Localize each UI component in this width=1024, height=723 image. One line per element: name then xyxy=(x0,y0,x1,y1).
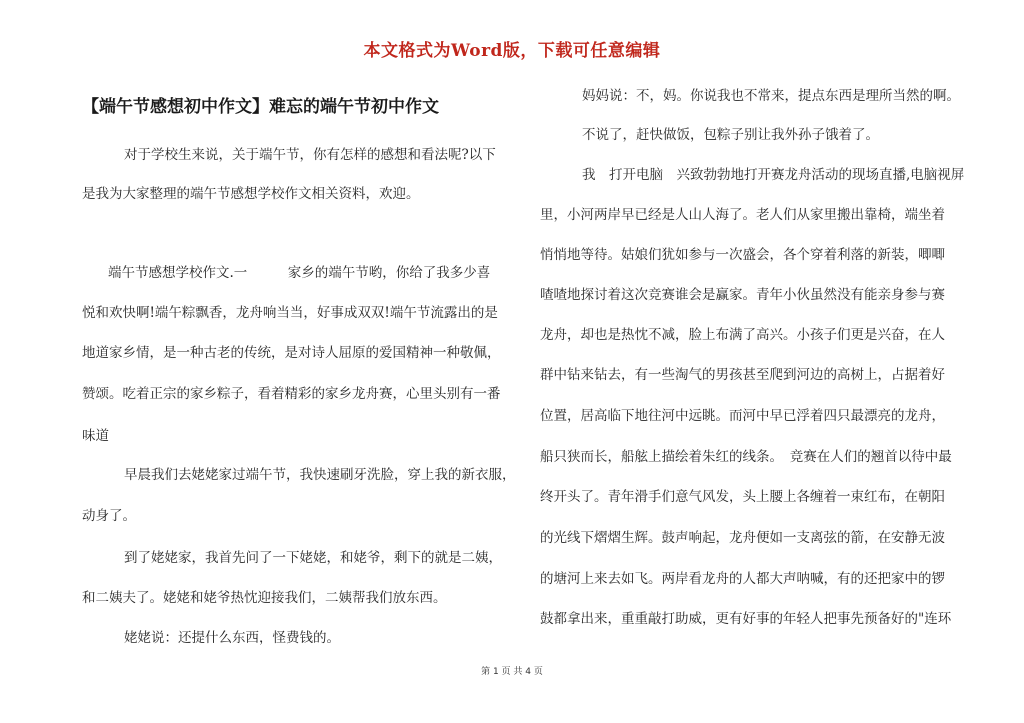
paragraph-line: 和二姨夫了。姥姥和姥爷热忱迎接我们，二姨帮我们放东西。 xyxy=(82,590,447,606)
paragraph-line: 不说了，赶快做饭，包粽子别让我外孙子饿着了。 xyxy=(582,127,879,143)
paragraph-line: 对于学校生来说，关于端午节，你有怎样的感想和看法呢?以下 xyxy=(124,147,496,163)
paragraph-line: 动身了。 xyxy=(82,508,136,524)
document-banner: 本文格式为Word版，下载可任意编辑 xyxy=(363,41,661,61)
paragraph-line: 里，小河两岸早已经是人山人海了。老人们从家里搬出靠椅，端坐着 xyxy=(540,207,945,223)
paragraph-line: 终开头了。青年滑手们意气风发，头上腰上各缠着一束红布，在朝阳 xyxy=(540,489,945,505)
paragraph-line: 悦和欢快啊!端午粽飘香，龙舟响当当，好事成双双!端午节流露出的是 xyxy=(82,305,498,321)
paragraph-line: 位置，居高临下地往河中远眺。而河中早已浮着四只最漂亮的龙舟， xyxy=(540,408,945,424)
paragraph-line: 早晨我们去姥姥家过端午节，我快速刷牙洗脸，穿上我的新衣服， xyxy=(124,467,516,483)
document-title: 【端午节感想初中作文】难忘的端午节初中作文 xyxy=(82,97,439,117)
paragraph-line: 赞颂。吃着正宗的家乡粽子，看着精彩的家乡龙舟赛，心里头别有一番 xyxy=(82,386,501,402)
paragraph-line: 我 打开电脑 兴致勃勃地打开赛龙舟活动的现场直播,电脑视屏 xyxy=(582,167,965,183)
paragraph-line: 喳喳地探讨着这次竞赛谁会是赢家。青年小伙虽然没有能亲身参与赛 xyxy=(540,287,945,303)
paragraph-line: 是我为大家整理的端午节感想学校作文相关资料，欢迎。 xyxy=(82,186,420,202)
paragraph-line: 端午节感想学校作文.一 家乡的端午节哟，你给了我多少喜 xyxy=(108,265,491,281)
paragraph-line: 龙舟，却也是热忱不减，脸上布满了高兴。小孩子们更是兴奋，在人 xyxy=(540,327,945,343)
paragraph-line: 到了姥姥家，我首先问了一下姥姥，和姥爷，剩下的就是二姨， xyxy=(124,550,502,566)
paragraph-line: 妈妈说：不，妈。你说我也不常来，提点东西是理所当然的啊。 xyxy=(582,88,960,104)
paragraph-line: 姥姥说：还提什么东西，怪费钱的。 xyxy=(124,630,340,646)
paragraph-line: 味道 xyxy=(82,428,109,444)
paragraph-line: 船只狭而长，船舷上描绘着朱红的线条。 竞赛在人们的翘首以待中最 xyxy=(540,449,952,465)
paragraph-line: 群中钻来钻去，有一些淘气的男孩甚至爬到河边的高树上，占据着好 xyxy=(540,367,945,383)
paragraph-line: 的塘河上来去如飞。两岸看龙舟的人都大声呐喊，有的还把家中的锣 xyxy=(540,571,945,587)
paragraph-line: 地道家乡情，是一种古老的传统，是对诗人屈原的爱国精神一种敬佩， xyxy=(82,345,501,361)
paragraph-line: 的光线下熠熠生辉。鼓声响起，龙舟便如一支离弦的箭，在安静无波 xyxy=(540,530,945,546)
page-number: 第 1 页 共 4 页 xyxy=(481,667,543,677)
paragraph-line: 鼓都拿出来，重重敲打助威，更有好事的年轻人把事先预备好的"连环 xyxy=(540,611,952,627)
paragraph-line: 悄悄地等待。姑娘们犹如参与一次盛会，各个穿着利落的新装，唧唧 xyxy=(540,247,945,263)
